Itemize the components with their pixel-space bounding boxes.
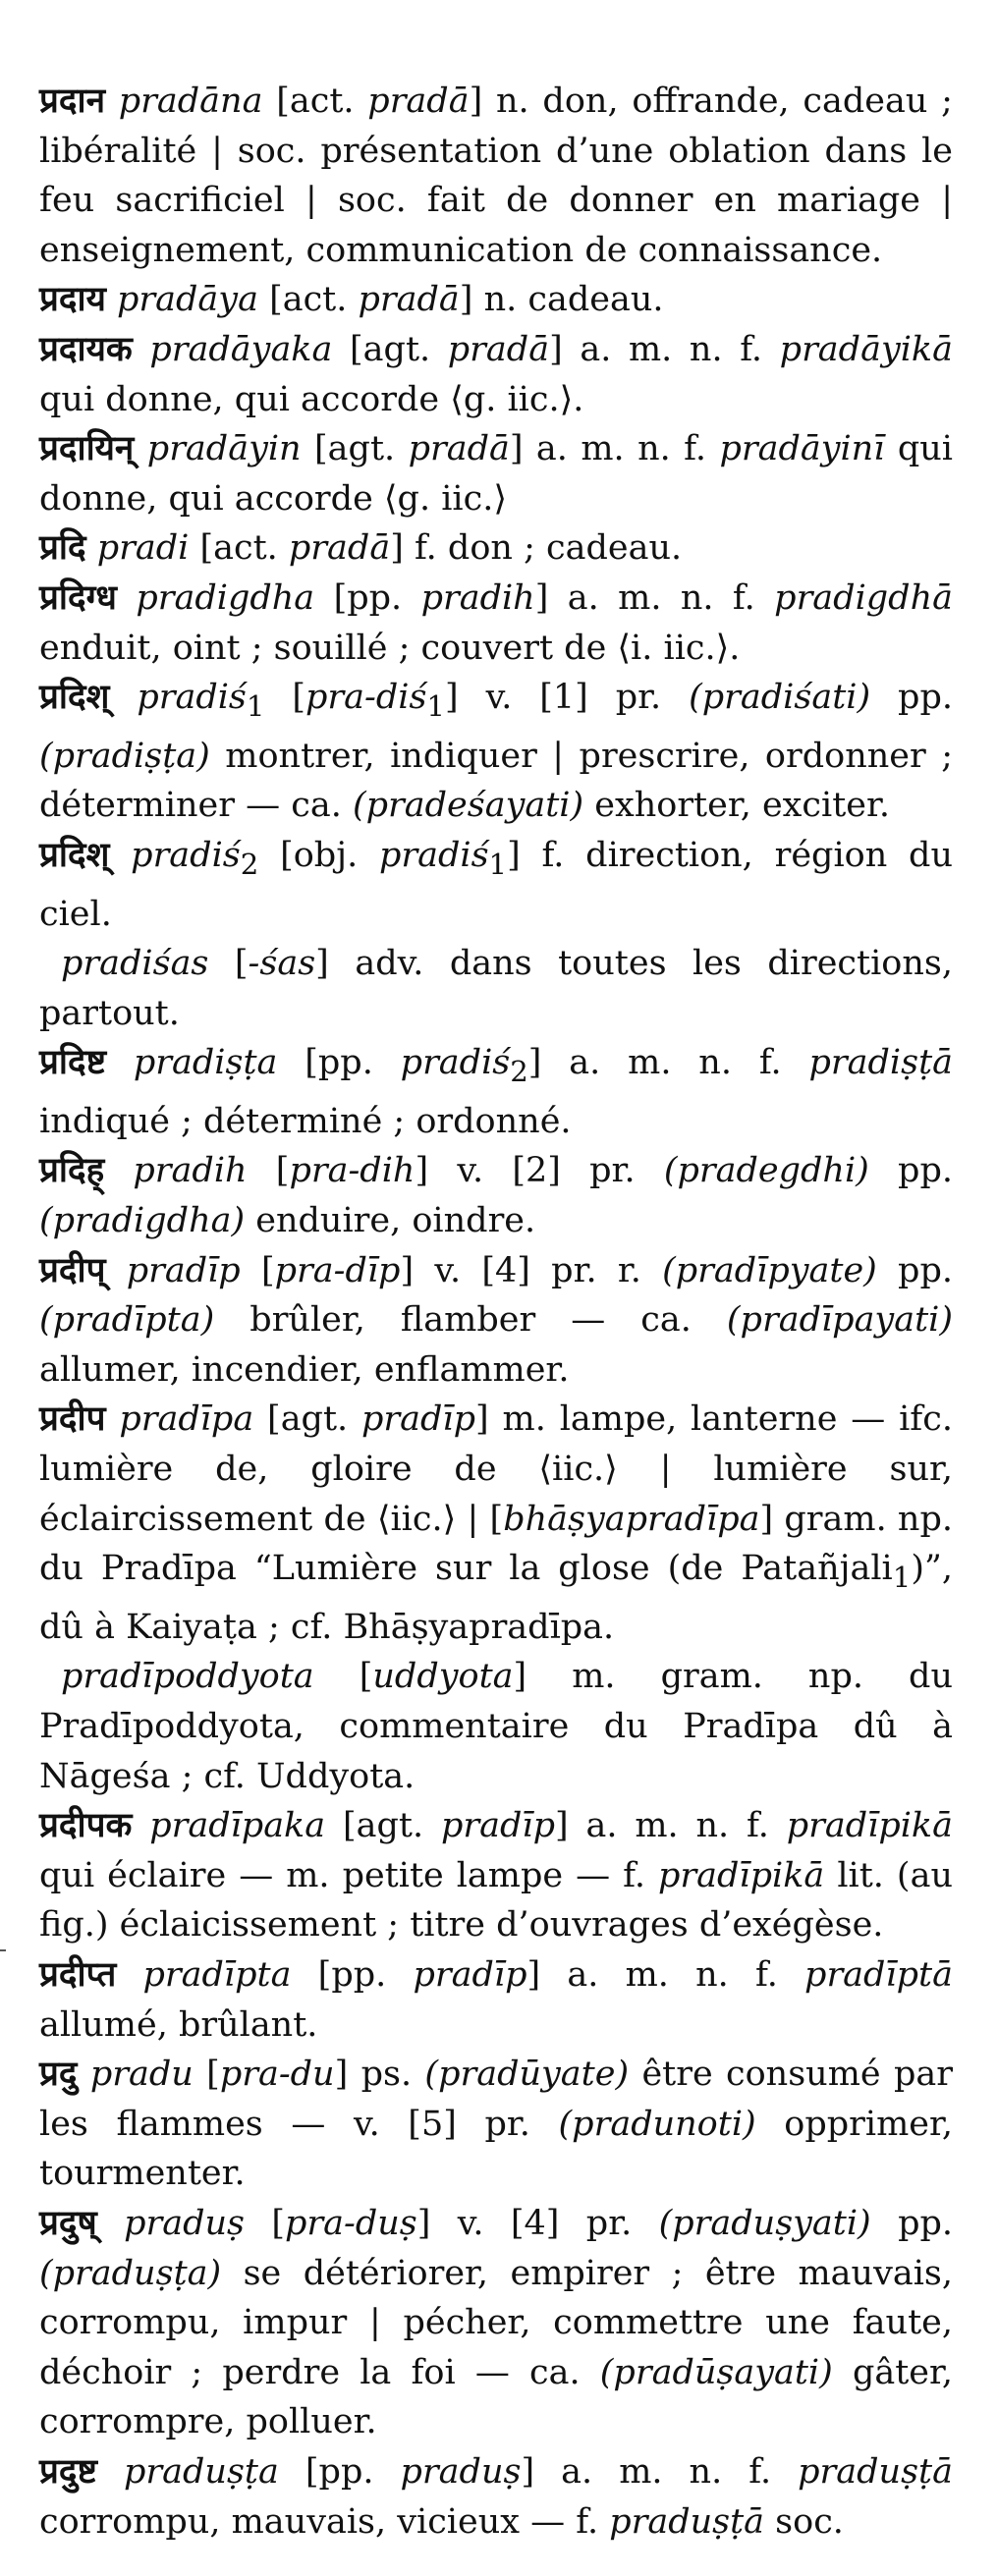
dictionary-entry <box>39 523 953 574</box>
entry-definition: praduṣṭa [pp. praduṣ] a. m. n. f. praduṣṭā corrompu, mauvais, vicieux — f. praduṣṭā soc. <box>39 2451 953 2542</box>
entry-definition: pradiś$_1$ [pra-diś$_1$] v. [1] pr. (pradiśati) pp. (pradiṣṭa) montrer, indiquer | prescrire, ordonner ; déterminer — ca. (pradeśayati) exhorter, exciter. <box>39 678 953 826</box>
entry-headword-devanagari: प्रदायिन् <box>39 428 135 469</box>
dictionary-entry <box>39 275 953 325</box>
entry-list <box>39 77 953 2547</box>
entry-headword-devanagari: प्रदुष् <box>39 2202 97 2243</box>
entry-definition: pradiś$_2$ [obj. pradiś$_1$] f. direction, région du ciel. <box>39 835 953 934</box>
entry-definition: pradāyin [agt. pradā] a. m. n. f. pradāyinī qui donne, qui accorde ⟨g. iic.⟩ <box>39 429 953 519</box>
entry-headword-devanagari: प्रदीपक <box>39 1805 133 1846</box>
dictionary-entry <box>39 424 953 523</box>
entry-headword-devanagari: प्रदीप् <box>39 1249 106 1290</box>
entry-headword-devanagari: प्रदि <box>39 527 86 569</box>
dictionary-entry <box>39 2050 953 2199</box>
entry-headword-devanagari: प्रदिश् <box>39 677 110 718</box>
entry-definition: pradīp [pra-dīp] v. [4] pr. r. (pradīpyate) pp. (pradīpta) brûler, flamber — ca. (pradīpayati) allumer, incendier, enflammer. <box>39 1250 953 1390</box>
entry-definition: pradāyaka [agt. pradā] a. m. n. f. pradāyikā qui donne, qui accorde ⟨g. iic.⟩. <box>39 329 953 419</box>
entry-definition: pradāya [act. pradā] n. cadeau. <box>117 280 664 320</box>
entry-headword-devanagari: प्रदिष्ट <box>39 1042 107 1083</box>
entry-headword-devanagari: प्रदिह् <box>39 1150 105 1191</box>
dictionary-entry <box>39 2447 953 2547</box>
dictionary-entry <box>39 1038 953 1146</box>
entry-definition: pradāna [act. pradā] n. don, offrande, cadeau ; libéralité | soc. présentation d’une oblation dans le feu sacrificiel | soc. fait de donner en mariage | enseignement, communication de connaissance. <box>39 82 953 270</box>
entry-headword-devanagari: प्रदिश् <box>39 834 110 875</box>
entry-definition: pradih [pra-dih] v. [2] pr. (pradegdhi) pp. (pradigdha) enduire, oindre. <box>39 1151 953 1241</box>
entry-headword-devanagari: प्रदुष्ट <box>39 2450 97 2492</box>
entry-definition: pradu [pra-du] ps. (pradūyate) être consumé par les flammes — v. [5] pr. (pradunoti) opprimer, tourmenter. <box>39 2055 953 2194</box>
entry-definition: pradīpoddyota [uddyota] m. gram. np. du Pradīpoddyota, commentaire du Pradīpa dû à Nāgeśa ; cf. Uddyota. <box>39 1657 953 1796</box>
entry-headword-devanagari: प्रदीप <box>39 1398 106 1440</box>
dictionary-entry <box>39 1395 953 1652</box>
dictionary-entry <box>39 1801 953 1950</box>
entry-definition: pradīpaka [agt. pradīp] a. m. n. f. pradīpikā qui éclaire — m. petite lampe — f. pradīpikā lit. (au fig.) éclaicissement ; titre d’ouvrages d’exégèse. <box>39 1806 953 1946</box>
entry-headword-devanagari: प्रदाय <box>39 279 106 320</box>
dictionary-entry <box>39 2199 953 2447</box>
entry-headword-devanagari: प्रदायक <box>39 328 133 369</box>
margin-mark <box>0 1949 6 1951</box>
entry-headword-devanagari: प्रदु <box>39 2054 78 2095</box>
dictionary-entry <box>39 831 953 939</box>
entry-definition: pradi [act. pradā] f. don ; cadeau. <box>96 528 683 569</box>
entry-headword-devanagari: प्रदान <box>39 81 105 121</box>
entry-headword-devanagari: प्रदिग्ध <box>39 576 117 618</box>
dictionary-entry <box>39 574 953 673</box>
entry-definition: praduṣ [pra-duṣ] v. [4] pr. (praduṣyati) pp. (praduṣṭa) se détériorer, empirer ; être mauvais, corrompu, impur | pécher, commettre une faute, déchoir ; perdre la foi — ca. (pradūṣayati) gâter, corrompre, polluer. <box>39 2203 954 2442</box>
dictionary-entry <box>39 325 953 424</box>
entry-headword-devanagari: प्रदीप्त <box>39 1953 117 1995</box>
entry-definition: pradigdha [pp. pradih] a. m. n. f. pradigdhā enduit, oint ; souillé ; couvert de ⟨i. iic.⟩. <box>39 577 953 668</box>
entry-definition: pradīpa [agt. pradīp] m. lampe, lanterne — ifc. lumière de, gloire de ⟨iic.⟩ | lumière sur, éclaircissement de ⟨iic.⟩ | [bhāṣyapradīpa] gram. np. du Pradīpa “Lumière sur la glose (de Patañjali$_1$)”, dû à Kaiyaṭa ; cf. Bhāṣyapradīpa. <box>39 1399 954 1647</box>
dictionary-entry <box>39 1146 953 1245</box>
sub-entry <box>39 939 953 1038</box>
sub-entry <box>39 1652 953 1801</box>
entry-definition: pradīpta [pp. pradīp] a. m. n. f. pradīptā allumé, brûlant. <box>39 1954 953 2045</box>
dictionary-entry <box>39 77 953 275</box>
dictionary-entry <box>39 1246 953 1396</box>
dictionary-entry <box>39 673 953 831</box>
entry-definition: pradiśas [-śas] adv. dans toutes les directions, partout. <box>39 944 953 1033</box>
entry-definition: pradiṣṭa [pp. pradiś$_2$] a. m. n. f. pradiṣṭā indiqué ; déterminé ; ordonné. <box>39 1043 953 1141</box>
dictionary-entry <box>39 1950 953 2050</box>
